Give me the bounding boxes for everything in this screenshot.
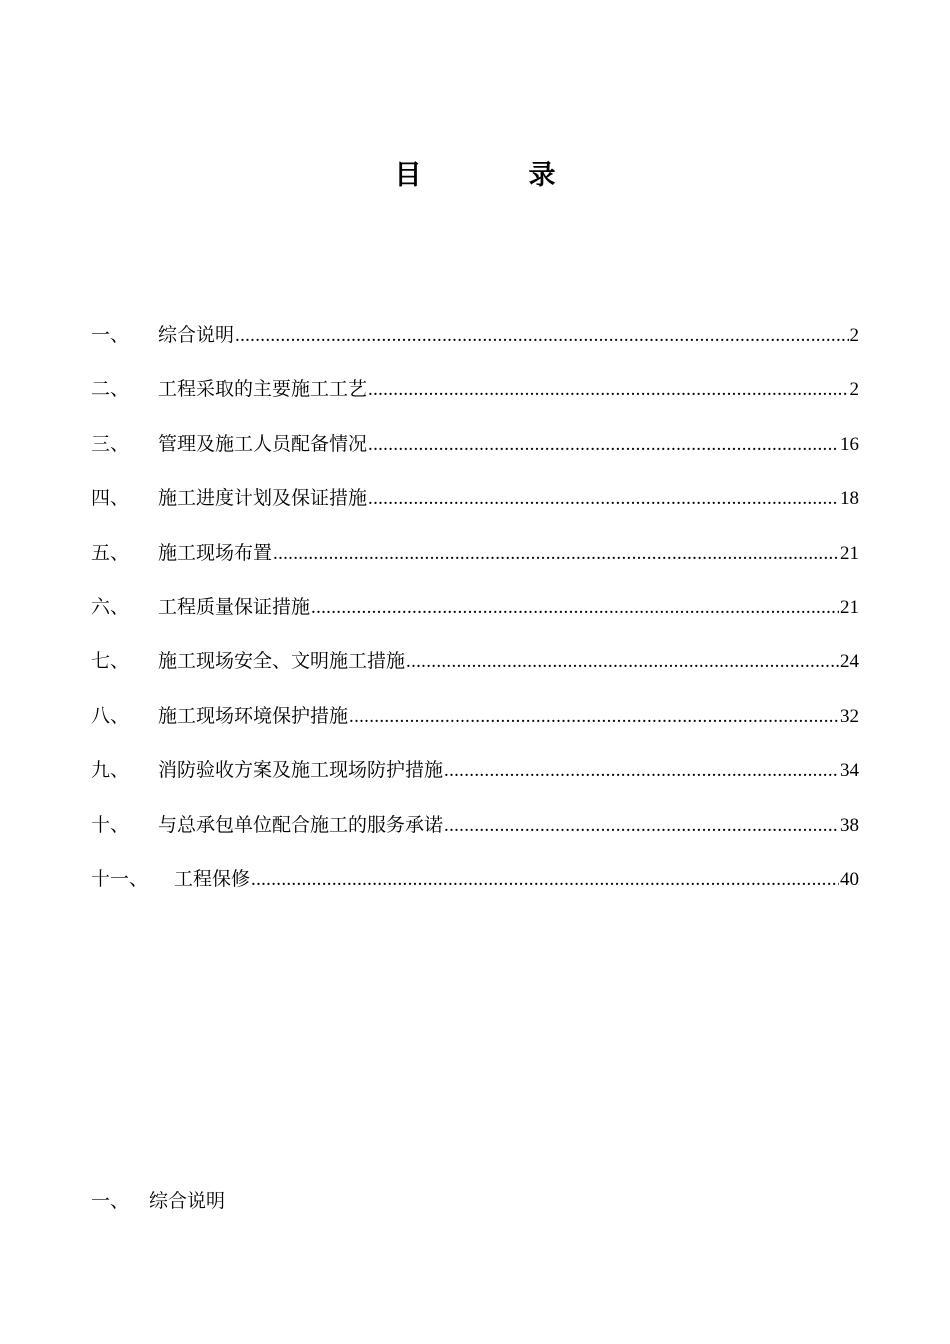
toc-page-number: 32: [840, 705, 859, 727]
toc-entry-number: 十一、: [91, 867, 149, 890]
toc-page-number: 16: [840, 433, 859, 455]
toc-entry-number: 一、: [91, 324, 130, 346]
toc-entry-11[interactable]: [91, 864, 859, 918]
toc-page-number: 2: [849, 379, 859, 401]
toc-entry-label: 施工进度计划及保证措施: [158, 487, 368, 510]
toc-entry-number: 六、: [91, 595, 130, 618]
toc-page-number: 18: [840, 488, 859, 510]
toc-entry-label: 工程采取的主要施工工艺: [158, 378, 368, 401]
toc-page-number: 21: [840, 542, 859, 564]
toc-entry-label: 综合说明: [158, 324, 235, 346]
toc-entry-7[interactable]: [91, 646, 859, 700]
toc-entry-10[interactable]: [91, 810, 859, 864]
toc-dot-leader: [311, 593, 839, 623]
table-of-contents: [91, 320, 859, 918]
section-title: 综合说明: [149, 1190, 226, 1212]
toc-entry-label: 施工现场环境保护措施: [158, 704, 349, 727]
toc-dot-leader: [368, 430, 839, 460]
toc-page-number: 40: [840, 868, 859, 890]
toc-page-number: 34: [840, 760, 859, 782]
toc-dot-leader: [349, 702, 839, 732]
toc-entry-9[interactable]: [91, 755, 859, 809]
toc-entry-label: 施工现场安全、文明施工措施: [158, 650, 406, 673]
toc-page-number: 21: [840, 596, 859, 618]
toc-entry-number: 七、: [91, 650, 130, 673]
toc-dot-leader: [444, 756, 839, 786]
toc-entry-label: 工程质量保证措施: [158, 595, 311, 618]
toc-entry-number: 十、: [91, 813, 130, 836]
section-number: 一、: [91, 1190, 130, 1212]
toc-dot-leader: [368, 484, 839, 514]
toc-entry-label: 消防验收方案及施工现场防护措施: [158, 759, 444, 782]
toc-entry-2[interactable]: [91, 374, 859, 428]
toc-dot-leader: [251, 865, 839, 895]
toc-entry-8[interactable]: [91, 701, 859, 755]
toc-page-number: 24: [840, 651, 859, 673]
toc-entry-5[interactable]: [91, 538, 859, 592]
toc-dot-leader: [368, 375, 848, 405]
toc-entry-number: 九、: [91, 759, 130, 782]
toc-dot-leader: [273, 539, 839, 569]
toc-entry-number: 二、: [91, 378, 130, 401]
toc-page-number: 38: [840, 814, 859, 836]
toc-entry-number: 八、: [91, 704, 130, 727]
toc-entry-number: 三、: [91, 432, 130, 455]
section-heading: [91, 1186, 225, 1216]
toc-entry-1[interactable]: [91, 320, 859, 374]
toc-entry-label: 与总承包单位配合施工的服务承诺: [158, 813, 444, 836]
toc-dot-leader: [406, 647, 839, 677]
toc-entry-6[interactable]: [91, 592, 859, 646]
toc-entry-3[interactable]: [91, 429, 859, 483]
toc-entry-label: 管理及施工人员配备情况: [158, 432, 368, 455]
page-title: 目 录: [394, 160, 596, 191]
toc-entry-number: 五、: [91, 541, 130, 564]
toc-entry-label: 工程保修: [174, 867, 251, 890]
toc-entry-number: 四、: [91, 487, 130, 510]
toc-entry-label: 施工现场布置: [158, 541, 273, 564]
toc-entry-4[interactable]: [91, 483, 859, 537]
toc-dot-leader: [444, 811, 839, 841]
toc-dot-leader: [235, 321, 848, 351]
toc-page-number: 2: [849, 325, 859, 346]
